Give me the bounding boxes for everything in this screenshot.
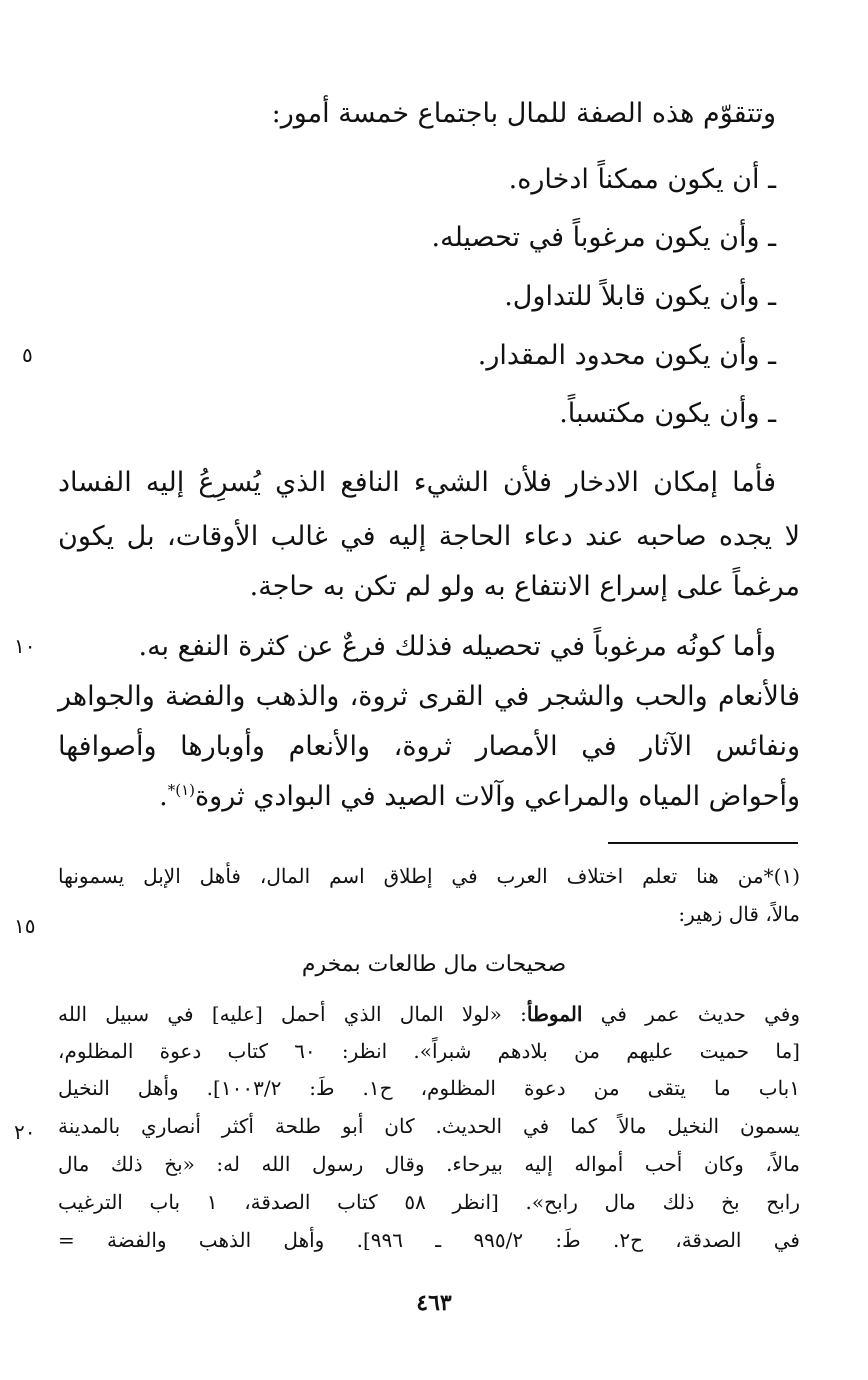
- paragraph-line: فالأنعام والحب والشجر في القرى ثروة، والذهب والفضة والجواهر: [58, 681, 800, 712]
- line-number: ١٥: [14, 914, 36, 938]
- footnote-line: (١)*من هنا تعلم اختلاف العرب في إطلاق اسم المال، فأهل الإبل يسمونها: [58, 864, 800, 888]
- condition-item: ـ وأن يكون محدود المقدار.: [477, 340, 776, 371]
- condition-item: ـ أن يكون ممكناً ادخاره.: [508, 164, 776, 195]
- footnote-line: ١باب ما يتقى من دعوة المظلوم، ح١. طَ: ١٠٠٣/٢]. وأهل النخيل: [58, 1076, 800, 1100]
- footnote-line: مالاً، وكان أحب أمواله إليه بيرحاء. وقال رسول الله له: «بخ ذلك مال: [58, 1152, 800, 1176]
- paragraph-line: مرغماً على إسراع الانتفاع به ولو لم تكن به حاجة.: [249, 571, 800, 602]
- paragraph-line: فأما إمكان الادخار فلأن الشيء النافع الذي يُسرِعُ إليه الفساد: [58, 467, 776, 498]
- paragraph-line: [58, 772, 800, 821]
- paragraph-line: وأما كونُه مرغوباً في تحصيله فذلك فرعٌ عن كثرة النفع به.: [138, 631, 776, 662]
- paragraph-line: ونفائس الآثار في الأمصار ثروة، والأنعام وأوبارها وأصوافها: [58, 731, 800, 762]
- paragraph-text: وأحواض المياه والمراعي وآلات الصيد في البوادي ثروة: [195, 781, 800, 812]
- line-number: ١٠: [14, 634, 36, 658]
- footnote-line: يسمون النخيل مالاً كما في الحديث. كان أبو طلحة أكثر أنصاري بالمدينة: [58, 1114, 800, 1138]
- condition-item: ـ وأن يكون مكتسباً.: [559, 398, 776, 429]
- condition-item: ـ وأن يكون قابلاً للتداول.: [504, 281, 776, 312]
- page-number: ٤٦٣: [416, 1290, 452, 1316]
- footnote-line: في الصدقة، ح٢. طَ: ٩٩٥/٢ ـ ٩٩٦]. وأهل الذهب والفضة =: [58, 1228, 800, 1252]
- footnote-line: [ما حميت عليهم من بلادهم شبراً». انظر: ٦٠ كتاب دعوة المظلوم،: [58, 1039, 800, 1063]
- line-number: ٢٠: [14, 1120, 36, 1144]
- condition-item: ـ وأن يكون مرغوباً في تحصيله.: [431, 222, 776, 253]
- poem-verse: صحيحات مال طالعات بمخرم: [301, 952, 567, 977]
- paragraph-end-mark: .: [159, 781, 168, 812]
- footnote-separator: [608, 842, 798, 844]
- intro-text: وتتقوّم هذه الصفة للمال باجتماع خمسة أمور:: [271, 98, 776, 129]
- paragraph-line: لا يجده صاحبه عند دعاء الحاجة إليه في غالب الأوقات، بل يكون: [58, 521, 800, 552]
- footnote-line: رابح بخ ذلك مال رابح». [انظر ٥٨ كتاب الصدقة، ١ باب الترغيب: [58, 1190, 801, 1214]
- footnote-reference: (١)*: [167, 781, 196, 799]
- footnote-line: مالاً، قال زهير:: [678, 902, 800, 926]
- footnote-text: وفي حديث عمر في: [582, 1002, 800, 1026]
- footnote-line: [58, 998, 800, 1031]
- line-number: ٥: [22, 343, 33, 367]
- footnote-text: : «لولا المال الذي أحمل [عليه] في سبيل الله: [58, 1002, 527, 1026]
- book-title: الموطأ: [526, 1002, 583, 1026]
